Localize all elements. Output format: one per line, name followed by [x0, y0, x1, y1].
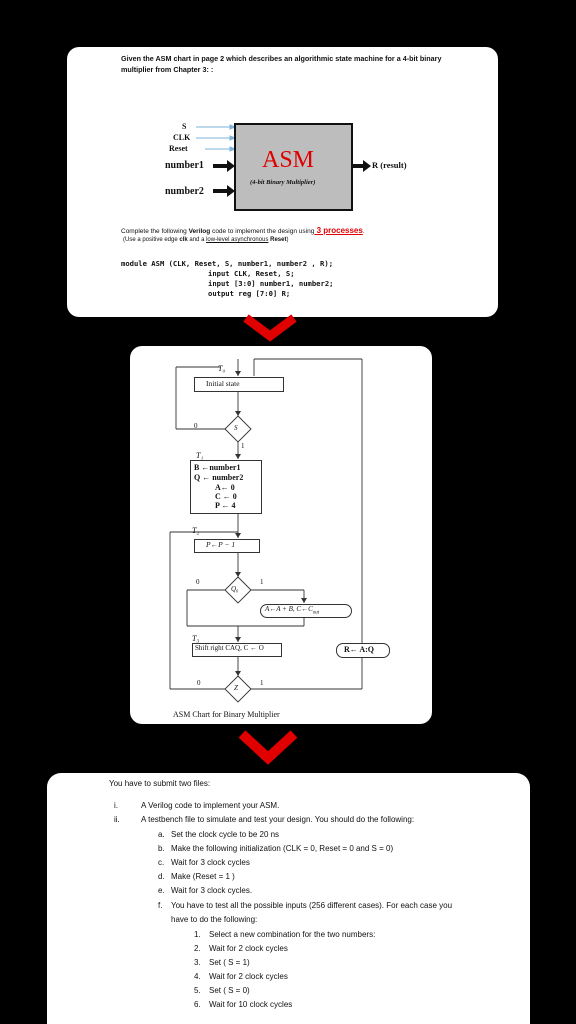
subitem-d-text: Make (Reset = 1 ) [171, 872, 235, 881]
subitem-f-num: f. [158, 901, 163, 910]
result-assign-label: R← A:Q [344, 645, 374, 654]
submission-intro: You have to submit two files: [109, 779, 211, 788]
code-line-4: output reg [7:0] R; [208, 289, 291, 298]
s-zero-label: 0 [194, 422, 198, 430]
subitem-a-text: Set the clock cycle to be 20 ns [171, 830, 280, 839]
subitem-f-continued: have to do the following: [171, 915, 258, 924]
submission-card [47, 773, 530, 1024]
p-decrement-label: P←P − 1 [206, 540, 236, 549]
code-line-1: module ASM (CLK, Reset, S, number1, number2 , R); [121, 259, 334, 268]
asm-block-subtitle: (4-bit Binary Multiplier) [250, 179, 316, 186]
z-zero-label: 0 [197, 679, 201, 687]
input-clk-label: CLK [173, 133, 191, 142]
item-ii-text: A testbench file to simulate and test your design. You should do the following: [141, 815, 415, 824]
asm-chart-caption: ASM Chart for Binary Multiplier [173, 710, 280, 719]
item-ii-num: ii. [114, 815, 120, 824]
subitem-d-num: d. [158, 872, 165, 881]
step-5-text: Set ( S = 0) [209, 986, 250, 995]
input-number2-label: number2 [165, 186, 204, 197]
subitem-e-num: e. [158, 886, 165, 895]
item-i-num: i. [114, 801, 118, 810]
step-3-text: Set ( S = 1) [209, 958, 250, 967]
step-2-num: 2. [194, 944, 201, 953]
input-s-label: S [182, 122, 187, 131]
state-t0-label: T₀ [218, 364, 226, 373]
step-6-num: 6. [194, 1000, 201, 1009]
problem-title-line2: multiplier from Chapter 3: : [121, 65, 214, 74]
assign-c: C ← 0 [215, 492, 237, 501]
state-t2-label: T₂ [192, 526, 200, 535]
assign-a: A← 0 [215, 483, 235, 492]
s-decision-label: S [234, 424, 238, 432]
subitem-c-text: Wait for 3 clock cycles [171, 858, 250, 867]
state-t1-label: T₁ [196, 451, 204, 460]
q0-zero-label: 0 [196, 578, 200, 586]
asm-chart-card [130, 346, 432, 724]
assign-b: B ←number1 [194, 463, 241, 472]
output-r-label: R (result) [372, 160, 407, 170]
instruction-note: (Use a positive edge clk and a low-level asynchronous Reset) [123, 237, 289, 243]
z-decision-label: Z [234, 684, 238, 692]
problem-title-line1: Given the ASM chart in page 2 which describes an algorithmic state machine for a 4-bit binary [121, 54, 442, 63]
subitem-b-num: b. [158, 844, 165, 853]
code-line-2: input CLK, Reset, S; [208, 269, 295, 278]
q0-one-label: 1 [260, 578, 264, 586]
down-chevron-icon-2 [236, 728, 300, 768]
input-number1-label: number1 [165, 160, 204, 171]
step-4-text: Wait for 2 clock cycles [209, 972, 288, 981]
code-line-3: input [3:0] number1, number2; [208, 279, 334, 288]
subitem-c-num: c. [158, 858, 165, 867]
subitem-a-num: a. [158, 830, 165, 839]
assign-q: Q ← number2 [194, 473, 244, 482]
step-2-text: Wait for 2 clock cycles [209, 944, 288, 953]
asm-chart-lines [130, 346, 432, 724]
q0-decision-label: Q₀ [231, 585, 239, 593]
z-one-label: 1 [260, 679, 264, 687]
step-1-num: 1. [194, 930, 201, 939]
add-label: A←A + B, $C\leftarrow C_{out}$ [265, 605, 320, 616]
state-t3-label: T₃ [192, 634, 200, 643]
step-6-text: Wait for 10 clock cycles [209, 1000, 293, 1009]
step-5-num: 5. [194, 986, 201, 995]
problem-card [67, 47, 498, 317]
s-one-label: 1 [241, 442, 245, 450]
item-i-text: A Verilog code to implement your ASM. [141, 801, 280, 810]
shift-label: Shift right CAQ, C ← O [195, 644, 264, 652]
step-1-text: Select a new combination for the two numbers: [209, 930, 376, 939]
step-3-num: 3. [194, 958, 201, 967]
subitem-e-text: Wait for 3 clock cycles. [171, 886, 253, 895]
step-4-num: 4. [194, 972, 201, 981]
assign-p: P ← 4 [215, 501, 236, 510]
down-chevron-icon [240, 312, 300, 344]
input-reset-label: Reset [169, 144, 188, 153]
initial-state-label: Initial state [206, 379, 240, 388]
asm-block-name: ASM [262, 147, 315, 173]
subitem-b-text: Make the following initialization (CLK = 0, Reset = 0 and S = 0) [171, 844, 394, 853]
instruction-line: Complete the following Verilog code to implement the design using 3 processes. [121, 226, 365, 235]
subitem-f-text: You have to test all the possible inputs (256 different cases). For each case you [171, 901, 453, 910]
